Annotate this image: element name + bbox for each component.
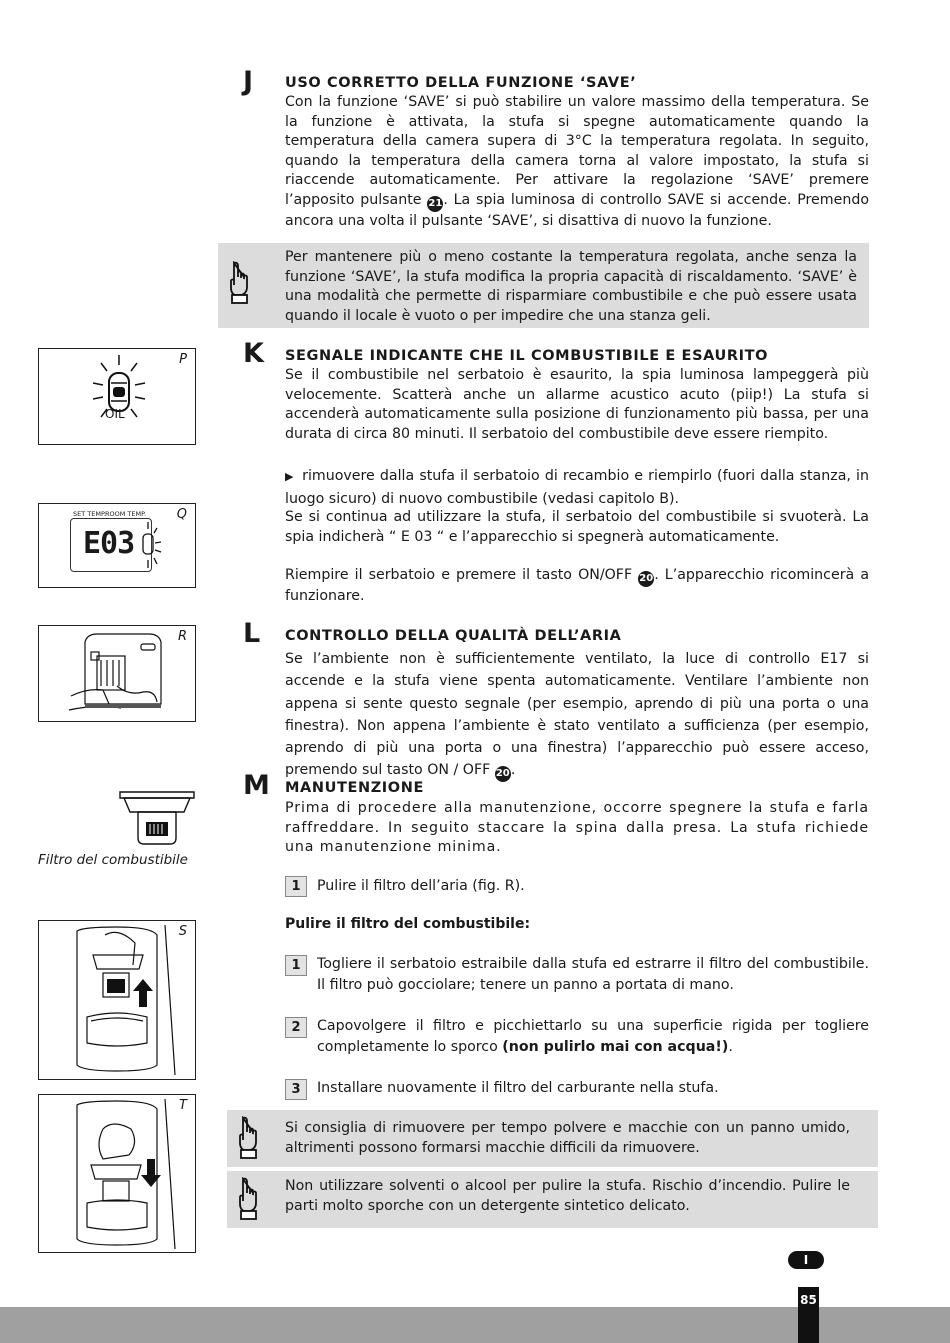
step-number: 2 xyxy=(285,1017,307,1038)
oil-caption: OIL xyxy=(105,407,125,421)
section-body-k-3: Riempire il serbatoio e premere il tasto ON/OFF 20. L’apparecchio ricomincerà a funzionare. xyxy=(285,567,870,604)
section-bullet-k: ▶ rimuovere dalla stufa il serbatoio di recambio e riempirlo (fuori dalla stanza, in luogo sicuro) di nuovo combustibile (vedasi capitolo B). xyxy=(285,468,869,507)
pointing-hand-icon xyxy=(233,1177,265,1225)
step-text: Capovolgere il filtro e picchiettarlo su una superficie rigida per togliere completamente lo sporco (non pulirlo mai con acqua!). xyxy=(317,1018,869,1055)
page-number-tab xyxy=(798,1287,819,1343)
button-ref-21: 21 xyxy=(427,196,443,212)
heater-air-filter-icon xyxy=(57,630,177,718)
remove-fuel-filter-illustration xyxy=(47,925,187,1075)
section-letter-k: K xyxy=(243,338,264,369)
section-body-k-1: Se il combustibile nel serbatoio è esaurito, la spia luminosa lampeggerà più velocemente. Scatterà anche un allarme acustico acuto (piip!) La stufa si accenderà automaticamente sulla posizione di funzionamento più bassa, per una durata di circa 80 minuti. Il serbatoio del combustibile deve essere riempito. xyxy=(285,367,869,442)
lcd-label-left: SET TEMP. xyxy=(73,510,106,518)
bullet-arrow-icon: ▶ xyxy=(285,470,295,483)
step-text: Installare nuovamente il filtro del carburante nella stufa. xyxy=(317,1080,719,1096)
subheading-fuel-filter: Pulire il filtro del combustibile: xyxy=(285,916,531,932)
step-number: 1 xyxy=(285,876,307,897)
blinking-light-icon xyxy=(135,520,163,570)
section-heading-j: USO CORRETTO DELLA FUNZIONE ‘SAVE’ xyxy=(285,75,637,91)
language-indicator: I xyxy=(788,1251,824,1269)
pointing-hand-icon xyxy=(233,1116,265,1164)
section-heading-l: CONTROLLO DELLA QUALITÀ DELL’ARIA xyxy=(285,628,622,644)
note-solvents xyxy=(227,1171,878,1228)
figure-r xyxy=(38,625,196,722)
figure-label: R xyxy=(177,629,187,644)
figure-s xyxy=(38,920,196,1080)
section-body-j: Con la funzione ‘SAVE’ si può stabilire un valore massimo della temperatura. Se la funzione è attivata, la stufa si spegne automaticamente quando la temperatura della camera supera di 3°C la temperatura regolata. In seguito, quando la temperatura della camera torna al valore impostato, la stufa si riaccende automaticamente. Per attivare la regolazione ‘SAVE’ premere l’apposito pulsante 21. La spia luminosa di controllo SAVE si accende. Premendo ancora una volta il pulsante ‘SAVE’, si disattiva di nuovo la funzione. xyxy=(285,94,870,229)
note-cleaning-text: Si consiglia di rimuovere per tempo polvere e macchie con un panno umido, altrimenti possono formarsi macchie difficili da rimuovere. xyxy=(285,1120,850,1156)
section-letter-j: J xyxy=(243,66,254,97)
fuel-filter-caption: Filtro del combustibile xyxy=(38,852,188,868)
step-number: 3 xyxy=(285,1079,307,1100)
section-body-m: Prima di procedere alla manutenzione, occorre spegnere la stufa e farla raffreddare. In seguito staccare la spina dalla presa. La stufa richiede una manutenzione minima. xyxy=(285,800,869,856)
section-body-k-2: Se si continua ad utilizzare la stufa, il serbatoio del combustibile si svuoterà. La spia indicherà “ E 03 “ e l’apparecchio si spegnerà automaticamente. xyxy=(285,509,869,545)
figure-label: S xyxy=(178,924,187,939)
button-ref-20: 20 xyxy=(638,571,654,587)
note-solvents-text: Non utilizzare solventi o alcool per pulire la stufa. Rischio d’incendio. Pulire le parti molto sporche con un detergente sintetico delicato. xyxy=(285,1178,850,1214)
pointing-hand-icon xyxy=(224,261,256,309)
figure-label: T xyxy=(179,1098,187,1113)
fuel-filter-icon xyxy=(118,788,196,850)
note-cleaning xyxy=(227,1110,878,1167)
figure-label: P xyxy=(179,352,187,367)
figure-p xyxy=(38,348,196,445)
button-ref-20: 20 xyxy=(495,766,511,782)
section-body-l: Se l’ambiente non è sufficientemente ventilato, la luce di controllo E17 si accende e la stufa viene spenta automaticamente. Ventilare l’ambiente non appena si sente questo segnale (per esempio, aprendo di più una porta o una finestra). Non appena l’ambiente è stato ventilato a sufficienza (per esempio, aprendo di più una porta o una finestra) l’apparecchio può essere acceso, premendo sul tasto ON / OFF 20. xyxy=(285,648,869,782)
note-save-text: Per mantenere più o meno costante la temperatura regolata, anche senza la funzione ‘SAVE’, la stufa modifica la propria capacità di riscaldamento. ‘SAVE’ è una modalità che permette di risparmiare combustibile e che può essere usata quando il locale è vuoto o per impedire che una stanza geli. xyxy=(285,249,857,324)
section-heading-m: MANUTENZIONE xyxy=(285,780,424,796)
figure-t xyxy=(38,1094,196,1253)
step-number: 1 xyxy=(285,955,307,976)
oil-warning-light-icon xyxy=(89,353,149,439)
figure-q xyxy=(38,503,196,588)
insert-fuel-filter-illustration xyxy=(47,1099,187,1249)
lcd-label-right: ROOM TEMP. xyxy=(105,510,147,518)
page-number: 85 xyxy=(800,1293,817,1307)
figure-label: Q xyxy=(176,507,187,522)
section-letter-m: M xyxy=(243,770,270,801)
error-code: E03 xyxy=(83,526,135,561)
section-heading-k: SEGNALE INDICANTE CHE IL COMBUSTIBILE E ESAURITO xyxy=(285,348,769,364)
note-save xyxy=(218,243,869,328)
section-letter-l: L xyxy=(243,618,261,649)
step-text: Pulire il filtro dell’aria (fig. R). xyxy=(317,878,525,894)
step-text: Togliere il serbatoio estraibile dalla stufa ed estrarre il filtro del combustibile. Il filtro può gocciolare; tenere un panno a portata di mano. xyxy=(317,956,869,993)
